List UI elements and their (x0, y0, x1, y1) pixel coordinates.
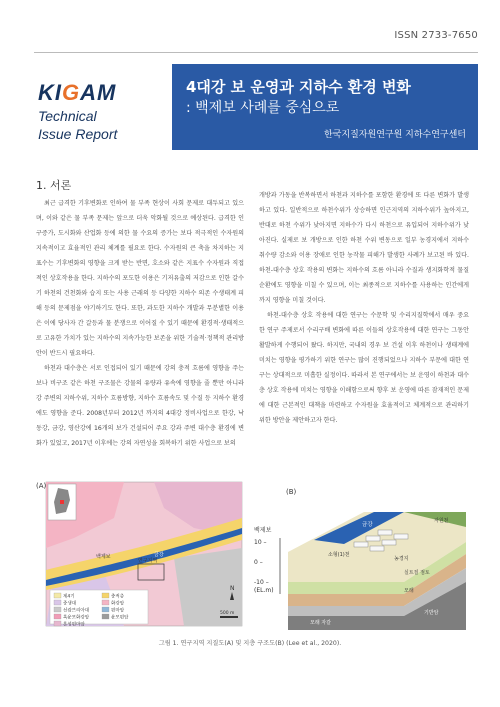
figure-a-label: (A) (36, 482, 47, 490)
paragraph: 개방과 가동을 반복하면서 하천과 지하수를 포함한 환경에 또 다른 변화가 발생하고 있다. 일반적으로 하천수위가 상승하면 인근지역의 지하수위가 높아지고, 반대로 하천 수위가 낮아지면 지하수가 다시 하천으로 유입되어 지하수위가 낮아진다. 실제로 보 개방으로 인한 하천 수위 변동으로 일부 농경지에서 지하수 취수량 감소와 이용 장애로 인한 농작물 피해가 발생한 사례가 보고된 바 있다. 하천-대수층 상호 작용의 변화는 지하수의 흐름 아니라 수질과 생지화학적 물질 순환에도 영향을 미칠 수 있으며, 이는 최종적으로 지하수를 사용하는 인간에게까지 영향을 미칠 것이다. (259, 192, 469, 304)
legend-label: 중생대 (63, 601, 77, 607)
figure-b-label: (B) (286, 488, 297, 496)
tick-0: 0 – (254, 559, 263, 566)
legend-label: 제4기 (63, 594, 75, 600)
layer-clay: 실트질 점토 (404, 570, 430, 576)
organization: 한국지질자원연구원 지하수연구센터 (324, 130, 466, 140)
kigam-logo (38, 80, 117, 142)
title-block (172, 64, 478, 150)
header-divider (34, 52, 478, 53)
legend-label: 운모편암 (111, 615, 129, 621)
figure-caption: 그림 1. 연구지역 지질도(A) 및 지층 구조도(B) (Lee et al., 2020). (158, 640, 342, 647)
legend-swatch (54, 614, 61, 619)
legend-swatch (54, 600, 61, 605)
canal-label: 소형(1)천 (328, 552, 350, 558)
legend-label: 편마암 (111, 608, 125, 614)
paragraph: 하천-대수층 상호 작용에 대한 연구는 수문학 및 수리지질학에서 매우 중요한 연구 주제로서 수리구배 변화에 따른 이들의 상호작용에 대한 연구는 그동안 활발하게 수행되어 왔다. 하지만, 국내의 경우 보 건설 이후 하천이나 생태계에 미치는 영향을 평가하기 위한 연구는 많이 진행되었으나 지하수 부문에 대한 연구는 상대적으로 미흡한 실정이다. 따라서 본 연구에서는 보 운영이 하천과 대수층 상호 작용에 미치는 영향을 이해함으로써 향후 보 운영에 따른 잠재적인 문제에 대한 근본적인 대책을 마련하고 수자원을 효율적이고 체계적으로 관리하기 위한 방안을 제안하고자 한다. (259, 312, 469, 424)
logo-line-2: Issue Report (38, 126, 118, 142)
river-label-b: 금강 (362, 522, 373, 528)
body-column-right (259, 188, 469, 428)
figure-b-strata-diagram (254, 482, 474, 632)
layer-field: 농경지 (394, 556, 409, 562)
weir-label: 백제보 (96, 554, 111, 560)
hill-label: 자원천 (434, 518, 449, 524)
north-label: N (230, 585, 235, 592)
layer-bedrock: 기반암 (424, 610, 439, 616)
title-line-1: 4대강 보 운영과 지하수 환경 변화 (186, 78, 411, 96)
tick-10: 10 – (254, 539, 267, 546)
legend-swatch (54, 593, 61, 598)
title-line-2: : 백제보 사례를 중심으로 (186, 100, 340, 116)
logo-wordmark: KIGAM (38, 80, 117, 105)
paragraph: 하천과 대수층은 서로 인접되어 있기 때문에 강의 충적 흐름에 영향을 주는 보나 비구조 같은 하천 구조물은 강물의 유량과 유속에 영향을 줄 뿐만 아니라 강 주변의 지하수위, 지하수 흐름방향, 지하수 흐름속도 및 수질 등 지하수 환경에도 영향을 준다. 2008년부터 2012년 까지의 4대강 정비사업으로 한강, 낙동강, 금강, 영산강에 16개의 보가 건설되어 주요 강과 주변 대수층 환경에 변화가 있었고, 2017년 이후에는 강의 자연성을 회복하기 위한 사업으로 보의 (36, 365, 244, 447)
legend-swatch (102, 607, 109, 612)
legend-swatch (102, 593, 109, 598)
scale-label: 500 m (220, 611, 235, 616)
legend-swatch (102, 614, 109, 619)
axis-title: 백제보 (254, 527, 272, 534)
legend-swatch (54, 621, 61, 626)
body-column-left (36, 196, 244, 451)
legend-label: 선캄브리아대 (63, 608, 90, 614)
section-title: 1. 서론 (36, 179, 72, 192)
river-label: 금강 (154, 552, 164, 558)
tick-minus-10: -10 – (254, 579, 269, 586)
layer-gravel: 모래 자갈 (310, 620, 331, 626)
legend-swatch (102, 600, 109, 605)
issn: ISSN 2733-7650 (394, 30, 478, 41)
axis-unit: (EL.m) (254, 587, 274, 594)
layer-sand: 모래 (404, 588, 414, 594)
legend-label: 충적층 (111, 594, 125, 600)
paragraph: 최근 급격한 기후변화로 인하여 물 부족 현상이 사회 문제로 대두되고 있으며, 이와 같은 물 부족 문제는 앞으로 더욱 악화될 것으로 예상된다. 급격한 인구증가, 도시화와 산업화 등에 의한 물 수요의 증가는 보다 적극적인 수자원의 지속적이고 효율적인 관리 체계를 필요로 한다. 수자원의 큰 축을 차지하는 지표수는 기후변화의 영향을 크게 받는 반면, 호소와 같은 지표수 수자원과 직접적인 상호작용을 한다. 지하수의 포도한 이용은 기저유출의 저감으로 인한 갈수기 하천의 건천화와 습지 또는 사용 근래의 등 다양한 지하수 의존 수생태계 피해 등의 문제점을 야기하기도 한다. 또한, 과도한 지하수 개발과 무분별한 이용은 이에 당사자 간 갈등과 물 분쟁으로 이어질 수 있기 때문에 환경적·생태적으로 고유한 가치가 있는 지하수의 지속가능한 보존을 위한 기술적·정책적 관리방안이 반드시 필요하다. (36, 200, 244, 357)
legend-label: 흑운모화강암 (63, 615, 90, 621)
figure-a-geological-map (34, 478, 244, 628)
legend-swatch (54, 607, 61, 612)
legend-label: 혼성편마암 (63, 622, 85, 628)
legend-label: 화강암 (111, 601, 125, 607)
logo-line-1: Technical (38, 108, 97, 124)
study-area-label: 연구지역 (138, 558, 158, 564)
